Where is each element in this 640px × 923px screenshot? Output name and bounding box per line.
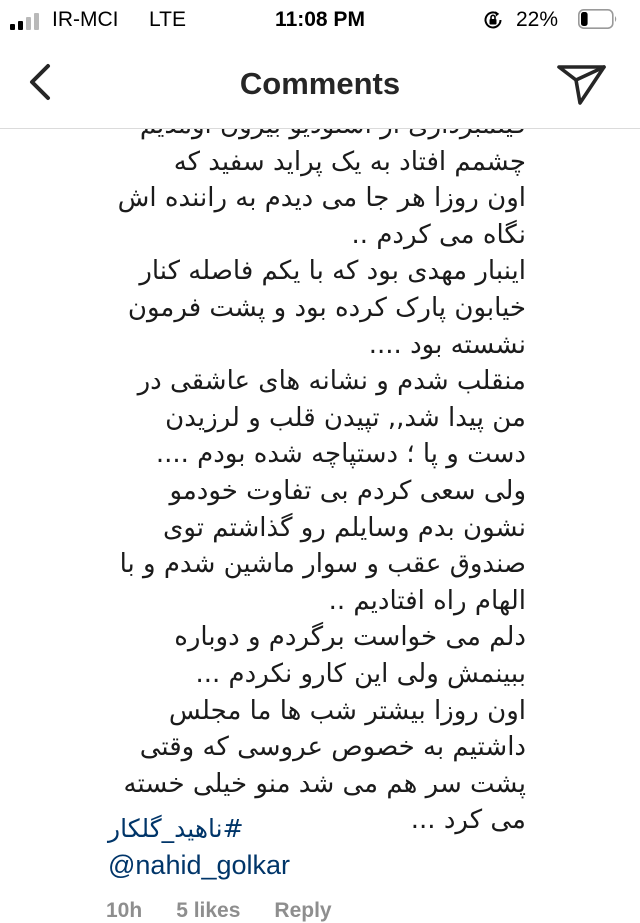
network-type: LTE <box>149 8 186 31</box>
comment-line: ببینمش ولی این کارو نکردم ... <box>195 658 526 689</box>
battery-icon <box>578 9 618 29</box>
comment-line: داشتیم به خصوص عروسی که وقتی <box>139 732 526 763</box>
battery-percent: 22% <box>516 8 559 31</box>
comment-line: پشت سر هم می شد منو خیلی خسته <box>123 768 526 799</box>
comment-line: منقلب شدم و نشانه های عاشقی در <box>137 366 526 397</box>
comments-header <box>0 40 640 129</box>
comment-line: من پیدا شد,, تپیدن قلب و لرزیدن <box>165 402 526 433</box>
comment-line: نشون بدم وسایلم رو گذاشتم توی <box>163 512 526 543</box>
likes-count[interactable]: 5 likes <box>176 899 241 922</box>
comment-meta <box>106 899 332 923</box>
comment-line: خیابون پارک کرده بود و پشت فرمون <box>127 292 526 323</box>
status-bar <box>0 0 640 40</box>
comment-line: اون روزا هر جا می دیدم به راننده اش <box>117 183 526 214</box>
comment-line: اون روزا بیشتر شب ها ما مجلس <box>168 695 526 726</box>
comment-line: الهام راه افتادیم .. <box>328 585 526 616</box>
share-button[interactable] <box>554 60 610 108</box>
page-title: Comments <box>239 66 401 101</box>
comment-timestamp: 10h <box>106 899 143 922</box>
comment-line: دست و پا ؛ دستپاچه شده بودم .... <box>155 439 526 470</box>
mention-link[interactable]: @nahid_golkar <box>108 850 291 880</box>
comment-body <box>92 107 526 839</box>
comment-line: نگاه می کردم .. <box>351 219 526 250</box>
comment-line: دلم می خواست برگردم و دوباره <box>174 622 526 653</box>
reply-button[interactable]: Reply <box>274 899 332 922</box>
paper-plane-icon <box>559 67 604 103</box>
comment-line: چشمم افتاد به یک پراید سفید که <box>173 146 526 177</box>
comment-line: می کرد ... <box>410 805 526 836</box>
hashtag-link[interactable]: #ناهید_گلکار <box>108 814 244 843</box>
comment-line: ولی سعی کردم بی تفاوت خودمو <box>169 475 526 506</box>
comment-line: نشسته بود .... <box>368 329 526 360</box>
carrier-name: IR-MCI <box>52 8 119 31</box>
comment-line: اینبار مهدی بود که با یکم فاصله کنار <box>139 256 526 287</box>
status-time: 11:08 PM <box>275 8 365 31</box>
comment-line: صندوق عقب و سوار ماشین شدم و با <box>119 549 526 580</box>
rotation-lock-icon <box>482 9 504 31</box>
comment-thread <box>0 129 640 922</box>
